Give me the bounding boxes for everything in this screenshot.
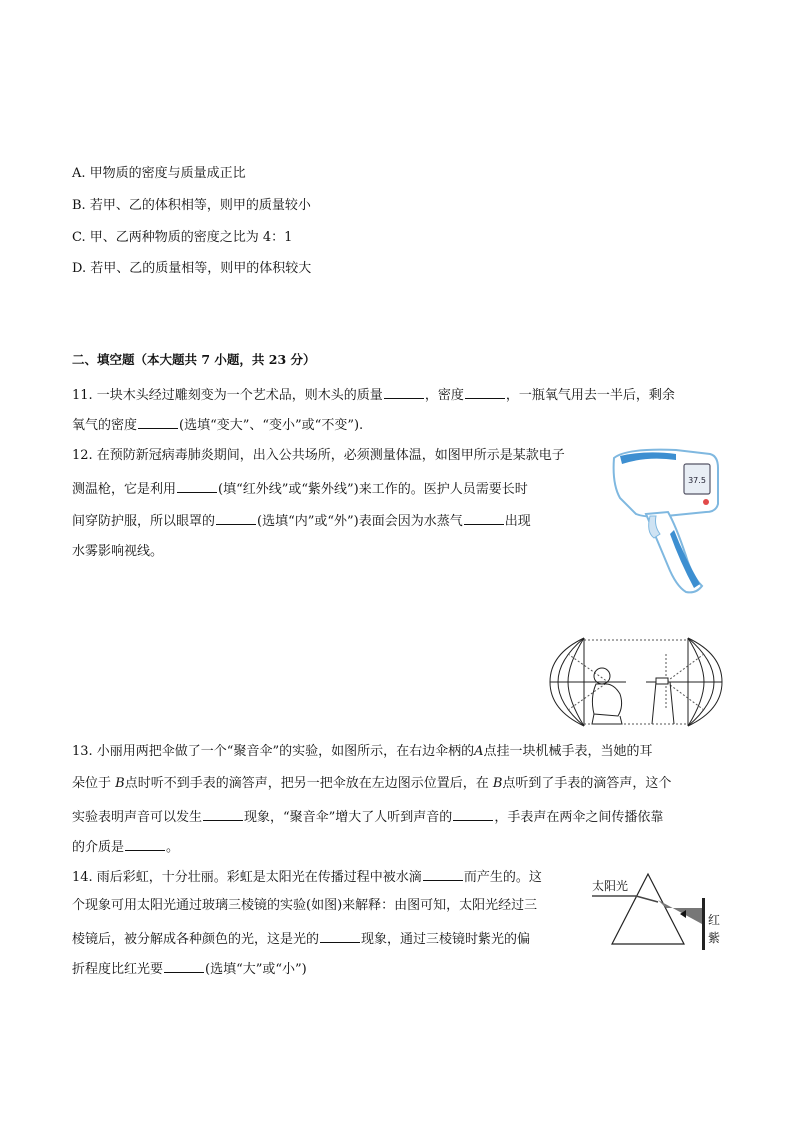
section-heading: 二、填空题（本大题共 7 小题，共 23 分） xyxy=(72,352,316,367)
q14-text-6: 折程度比红光要 xyxy=(72,962,164,977)
q11-text-1: 11. 一块木头经过雕刻变为一个艺术品，则木头的质量 xyxy=(72,388,383,403)
answer-blank[interactable] xyxy=(203,806,243,821)
answer-blank[interactable] xyxy=(216,510,256,525)
option-b: B. 若甲、乙的体积相等，则甲的质量较小 xyxy=(72,198,311,213)
point-b-label: B xyxy=(115,776,125,791)
q14-text-2: 而产生的。这 xyxy=(463,870,542,885)
thermometer-button xyxy=(703,499,709,505)
q13-text-8: ，手表声在两伞之间传播依靠 xyxy=(494,810,664,825)
answer-blank[interactable] xyxy=(164,958,204,973)
q12-text-6: 出现 xyxy=(504,514,531,529)
answer-blank[interactable] xyxy=(138,414,178,429)
q12-text-3: (填“红外线”或“紫外线”)来工作的。医护人员需要长时 xyxy=(218,482,528,497)
option-c: C. 甲、乙两种物质的密度之比为 4：1 xyxy=(72,230,293,245)
question-14-line-4 xyxy=(72,958,307,980)
thermometer-gun-figure xyxy=(606,446,722,596)
q11-text-5: (选填“变大”、“变小”或“不变”). xyxy=(179,418,364,433)
option-d: D. 若甲、乙的质量相等，则甲的体积较大 xyxy=(72,261,312,276)
q14-text-7: (选填“大”或“小”) xyxy=(205,962,307,977)
violet-label: 紫 xyxy=(708,931,721,945)
q13-text-10: 。 xyxy=(166,840,180,855)
question-13-line-3 xyxy=(72,806,663,828)
question-11-line-2 xyxy=(72,414,363,436)
q14-text-1: 14. 雨后彩虹，十分壮丽。彩虹是太阳光在传播过程中被水滴 xyxy=(72,870,422,885)
question-12-line-4: 水雾影响视线。 xyxy=(72,544,164,559)
q13-text-1: 13. 小丽用两把伞做了一个“聚音伞”的实验，如图所示，在右边伞柄的 xyxy=(72,744,475,759)
q13-text-5: 点听到了手表的滴答声，这个 xyxy=(502,776,672,791)
q11-text-3: ，一瓶氧气用去一半后，剩余 xyxy=(505,388,675,403)
question-12-line-3 xyxy=(72,510,531,532)
red-label: 红 xyxy=(708,913,721,927)
question-14-line-1 xyxy=(72,866,542,888)
question-12-line-2 xyxy=(72,478,528,500)
q12-text-2: 测温枪，它是利用 xyxy=(72,482,177,497)
q12-text-4: 间穿防护服，所以眼罩的 xyxy=(72,514,216,529)
question-14-line-3 xyxy=(72,928,530,950)
screen xyxy=(702,898,705,950)
answer-blank[interactable] xyxy=(464,510,504,525)
point-b-label: B xyxy=(492,776,503,791)
q13-text-4: 点时听不到手表的滴答声，把另一把伞放在左边图示位置后，在 xyxy=(124,776,493,791)
q14-text-4: 棱镜后，被分解成各种颜色的光，这是光的 xyxy=(72,932,320,947)
watch xyxy=(656,678,668,684)
question-13-line-4 xyxy=(72,836,179,858)
answer-blank[interactable] xyxy=(465,384,505,399)
person-body xyxy=(592,684,621,716)
answer-blank[interactable] xyxy=(453,806,493,821)
q13-text-2: 点挂一块机械手表，当她的耳 xyxy=(483,744,653,759)
q11-text-4: 氧气的密度 xyxy=(72,418,138,433)
umbrella-experiment-figure xyxy=(548,634,724,730)
answer-blank[interactable] xyxy=(320,928,360,943)
thermometer-reading: 37.5 xyxy=(688,476,706,485)
q11-text-2: ，密度 xyxy=(424,388,464,403)
answer-blank[interactable] xyxy=(125,836,165,851)
q14-text-5: 现象，通过三棱镜时紫光的偏 xyxy=(361,932,531,947)
q13-text-6: 实验表明声音可以发生 xyxy=(72,810,203,825)
q13-text-7: 现象，“聚音伞”增大了人听到声音的 xyxy=(244,810,453,825)
answer-blank[interactable] xyxy=(384,384,424,399)
prism-figure xyxy=(588,862,728,954)
q12-text-5: (选填“内”或“外”)表面会因为水蒸气 xyxy=(257,514,463,529)
question-14-line-2: 个现象可用太阳光通过玻璃三棱镜的实验(如图)来解释：由图可知，太阳光经过三 xyxy=(72,898,538,913)
option-a: A. 甲物质的密度与质量成正比 xyxy=(72,166,246,181)
q13-text-9: 的介质是 xyxy=(72,840,125,855)
question-13-line-2 xyxy=(72,774,671,794)
question-11-line-1 xyxy=(72,384,675,406)
point-a-label: A xyxy=(474,744,484,759)
question-12-line-1: 12. 在预防新冠病毒肺炎期间，出入公共场所，必须测量体温，如图甲所示是某款电子 xyxy=(72,448,565,463)
answer-blank[interactable] xyxy=(423,866,463,881)
sunlight-label: 太阳光 xyxy=(592,879,629,893)
answer-blank[interactable] xyxy=(177,478,217,493)
q13-text-3: 朵位于 xyxy=(72,776,116,791)
question-13-line-1 xyxy=(72,742,653,762)
